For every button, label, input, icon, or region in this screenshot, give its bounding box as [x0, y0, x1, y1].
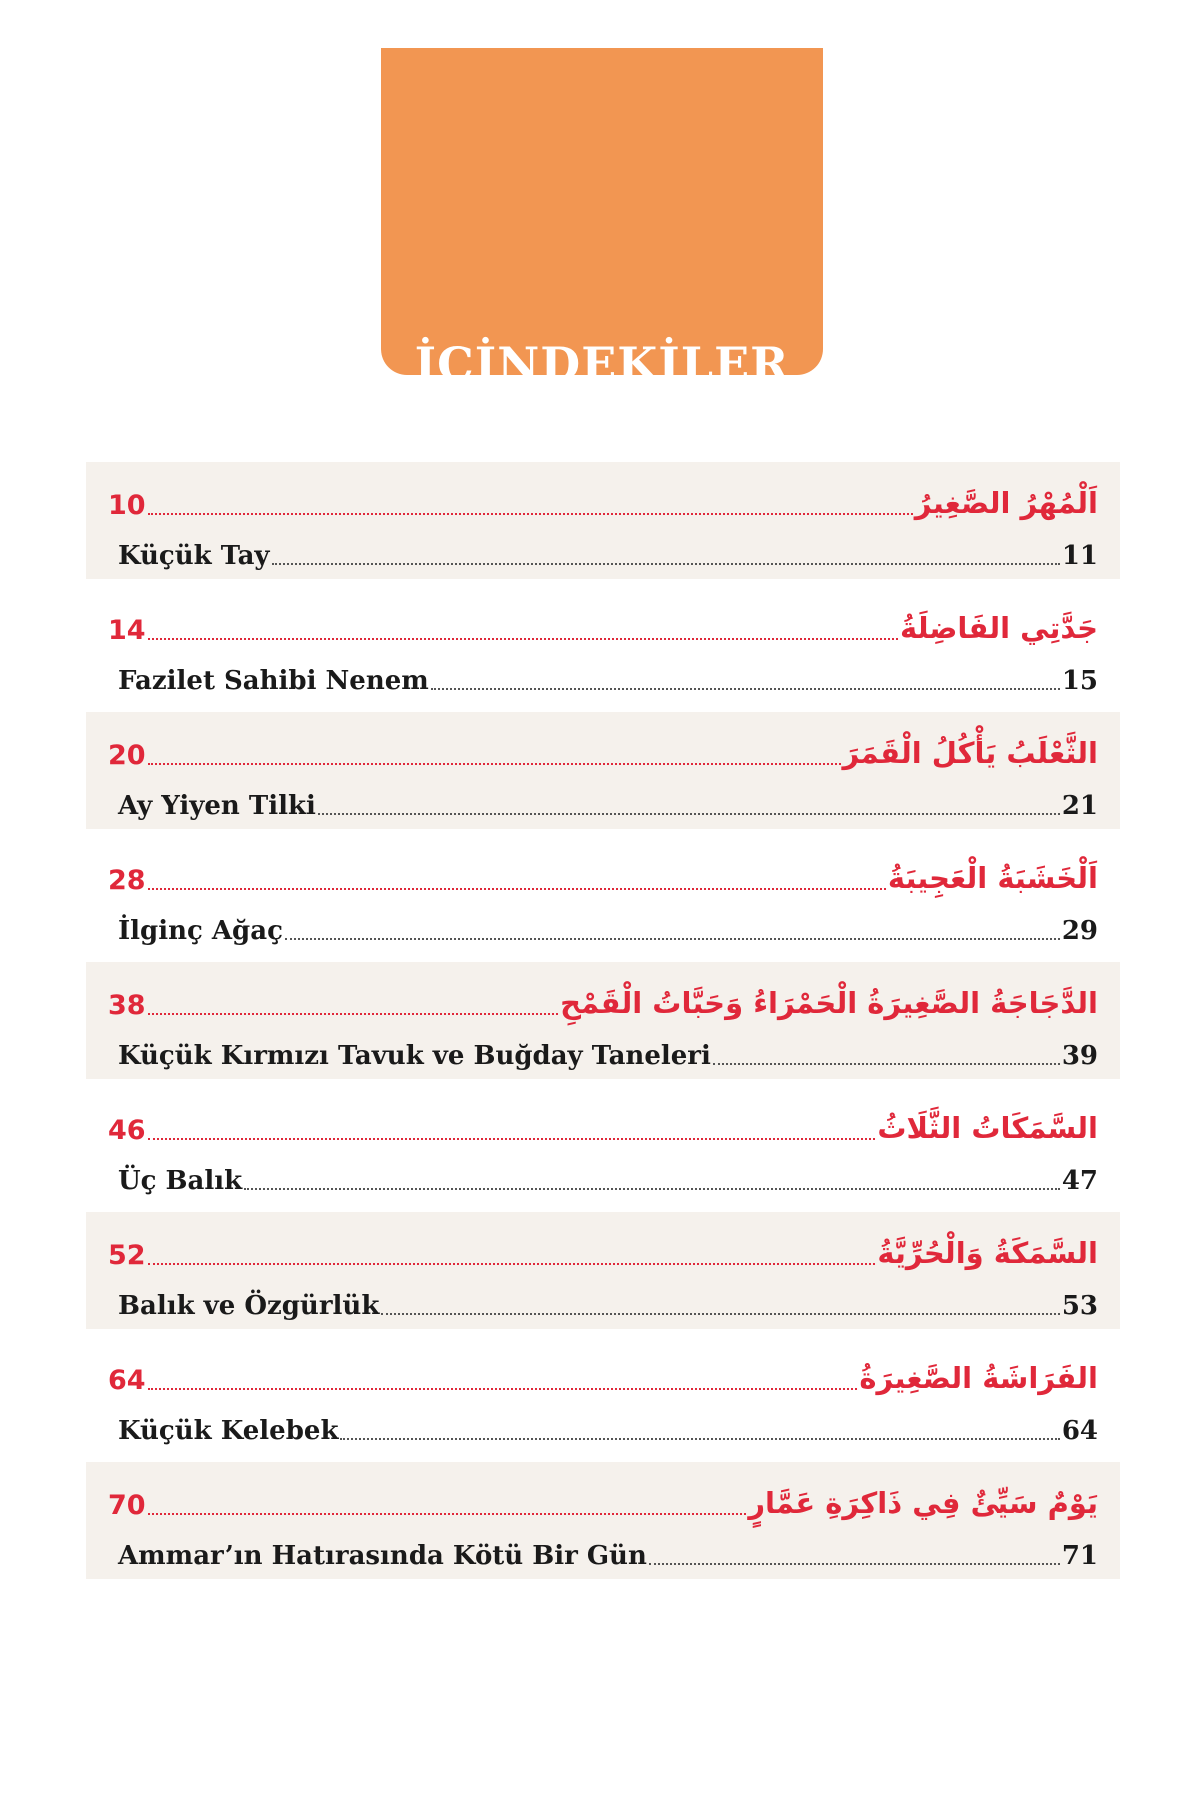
arabic-title: الثَّعْلَبُ يَأْكُلُ الْقَمَرَ	[842, 736, 1098, 770]
arabic-title: يَوْمٌ سَيِّئٌ فِي ذَاكِرَةِ عَمَّارٍ	[748, 1486, 1098, 1520]
turkish-title: Fazilet Sahibi Nenem	[118, 666, 429, 696]
leader-dots	[318, 813, 1060, 815]
arabic-page-number: 52	[108, 1240, 146, 1271]
table-of-contents	[86, 462, 1120, 1587]
page-title: İÇİNDEKİLER	[414, 337, 790, 391]
toc-arabic-row	[108, 597, 1098, 647]
toc-turkish-row	[108, 897, 1098, 947]
toc-entry	[86, 1337, 1120, 1454]
turkish-page-number: 39	[1061, 1041, 1098, 1071]
toc-arabic-row	[108, 1222, 1098, 1272]
arabic-page-number: 64	[108, 1365, 146, 1396]
toc-arabic-row	[108, 1097, 1098, 1147]
toc-entry	[86, 962, 1120, 1079]
turkish-title: Balık ve Özgürlük	[118, 1291, 380, 1321]
arabic-page-number: 20	[108, 740, 146, 771]
toc-turkish-row	[108, 1022, 1098, 1072]
arabic-title: اَلْمُهْرُ الصَّغِيرُ	[914, 486, 1098, 520]
leader-dots	[148, 1388, 858, 1390]
leader-dots	[148, 638, 898, 640]
toc-turkish-row	[108, 1522, 1098, 1572]
arabic-page-number: 28	[108, 865, 146, 896]
turkish-title: Ay Yiyen Tilki	[118, 791, 316, 821]
turkish-page-number: 47	[1061, 1166, 1098, 1196]
arabic-title: اَلْخَشَبَةُ الْعَجِيبَةُ	[887, 861, 1098, 895]
turkish-page-number: 53	[1061, 1291, 1098, 1321]
toc-arabic-row	[108, 1472, 1098, 1522]
arabic-title: السَّمَكَاتُ الثَّلَاثُ	[877, 1111, 1098, 1145]
leader-dots	[431, 688, 1060, 690]
toc-turkish-row	[108, 1147, 1098, 1197]
arabic-page-number: 70	[108, 1490, 146, 1521]
toc-arabic-row	[108, 972, 1098, 1022]
toc-arabic-row	[108, 1347, 1098, 1397]
arabic-page-number: 10	[108, 490, 146, 521]
leader-dots	[244, 1188, 1060, 1190]
turkish-title: İlginç Ağaç	[118, 916, 283, 946]
leader-dots	[285, 938, 1060, 940]
turkish-title: Küçük Kelebek	[118, 1416, 339, 1446]
toc-turkish-row	[108, 1272, 1098, 1322]
toc-turkish-row	[108, 772, 1098, 822]
turkish-page-number: 29	[1061, 916, 1098, 946]
toc-entry	[86, 837, 1120, 954]
toc-entry	[86, 462, 1120, 579]
turkish-page-number: 21	[1061, 791, 1098, 821]
turkish-page-number: 64	[1061, 1416, 1098, 1446]
arabic-page-number: 14	[108, 615, 146, 646]
leader-dots	[148, 1013, 559, 1015]
turkish-page-number: 11	[1061, 541, 1098, 571]
leader-dots	[713, 1063, 1060, 1065]
arabic-title: الدَّجَاجَةُ الصَّغِيرَةُ الْحَمْرَاءُ وَحَبَّاتُ الْقَمْحِ	[560, 986, 1098, 1020]
arabic-title: السَّمَكَةُ وَالْحُرِّيَّةُ	[877, 1236, 1098, 1270]
leader-dots	[272, 563, 1060, 565]
title-banner	[381, 48, 823, 391]
leader-dots	[148, 1263, 876, 1265]
toc-entry	[86, 1212, 1120, 1329]
turkish-page-number: 15	[1061, 666, 1098, 696]
leader-dots	[148, 763, 841, 765]
leader-dots	[381, 1313, 1059, 1315]
turkish-page-number: 71	[1061, 1541, 1098, 1571]
toc-turkish-row	[108, 647, 1098, 697]
turkish-title: Üç Balık	[118, 1166, 243, 1196]
leader-dots	[649, 1563, 1060, 1565]
turkish-title: Küçük Kırmızı Tavuk ve Buğday Taneleri	[118, 1041, 711, 1071]
leader-dots	[148, 513, 913, 515]
arabic-page-number: 38	[108, 990, 146, 1021]
leader-dots	[148, 888, 886, 890]
toc-entry	[86, 712, 1120, 829]
toc-entry	[86, 1462, 1120, 1579]
toc-entry	[86, 1087, 1120, 1204]
toc-turkish-row	[108, 522, 1098, 572]
toc-turkish-row	[108, 1397, 1098, 1447]
arabic-title: جَدَّتِي الفَاضِلَةُ	[899, 611, 1098, 645]
toc-arabic-row	[108, 847, 1098, 897]
toc-entry	[86, 587, 1120, 704]
toc-arabic-row	[108, 722, 1098, 772]
arabic-page-number: 46	[108, 1115, 146, 1146]
leader-dots	[148, 1138, 876, 1140]
turkish-title: Ammar’ın Hatırasında Kötü Bir Gün	[118, 1541, 647, 1571]
turkish-title: Küçük Tay	[118, 541, 270, 571]
leader-dots	[340, 1438, 1059, 1440]
arabic-title: الفَرَاشَةُ الصَّغِيرَةُ	[859, 1361, 1098, 1395]
leader-dots	[148, 1513, 747, 1515]
toc-arabic-row	[108, 472, 1098, 522]
